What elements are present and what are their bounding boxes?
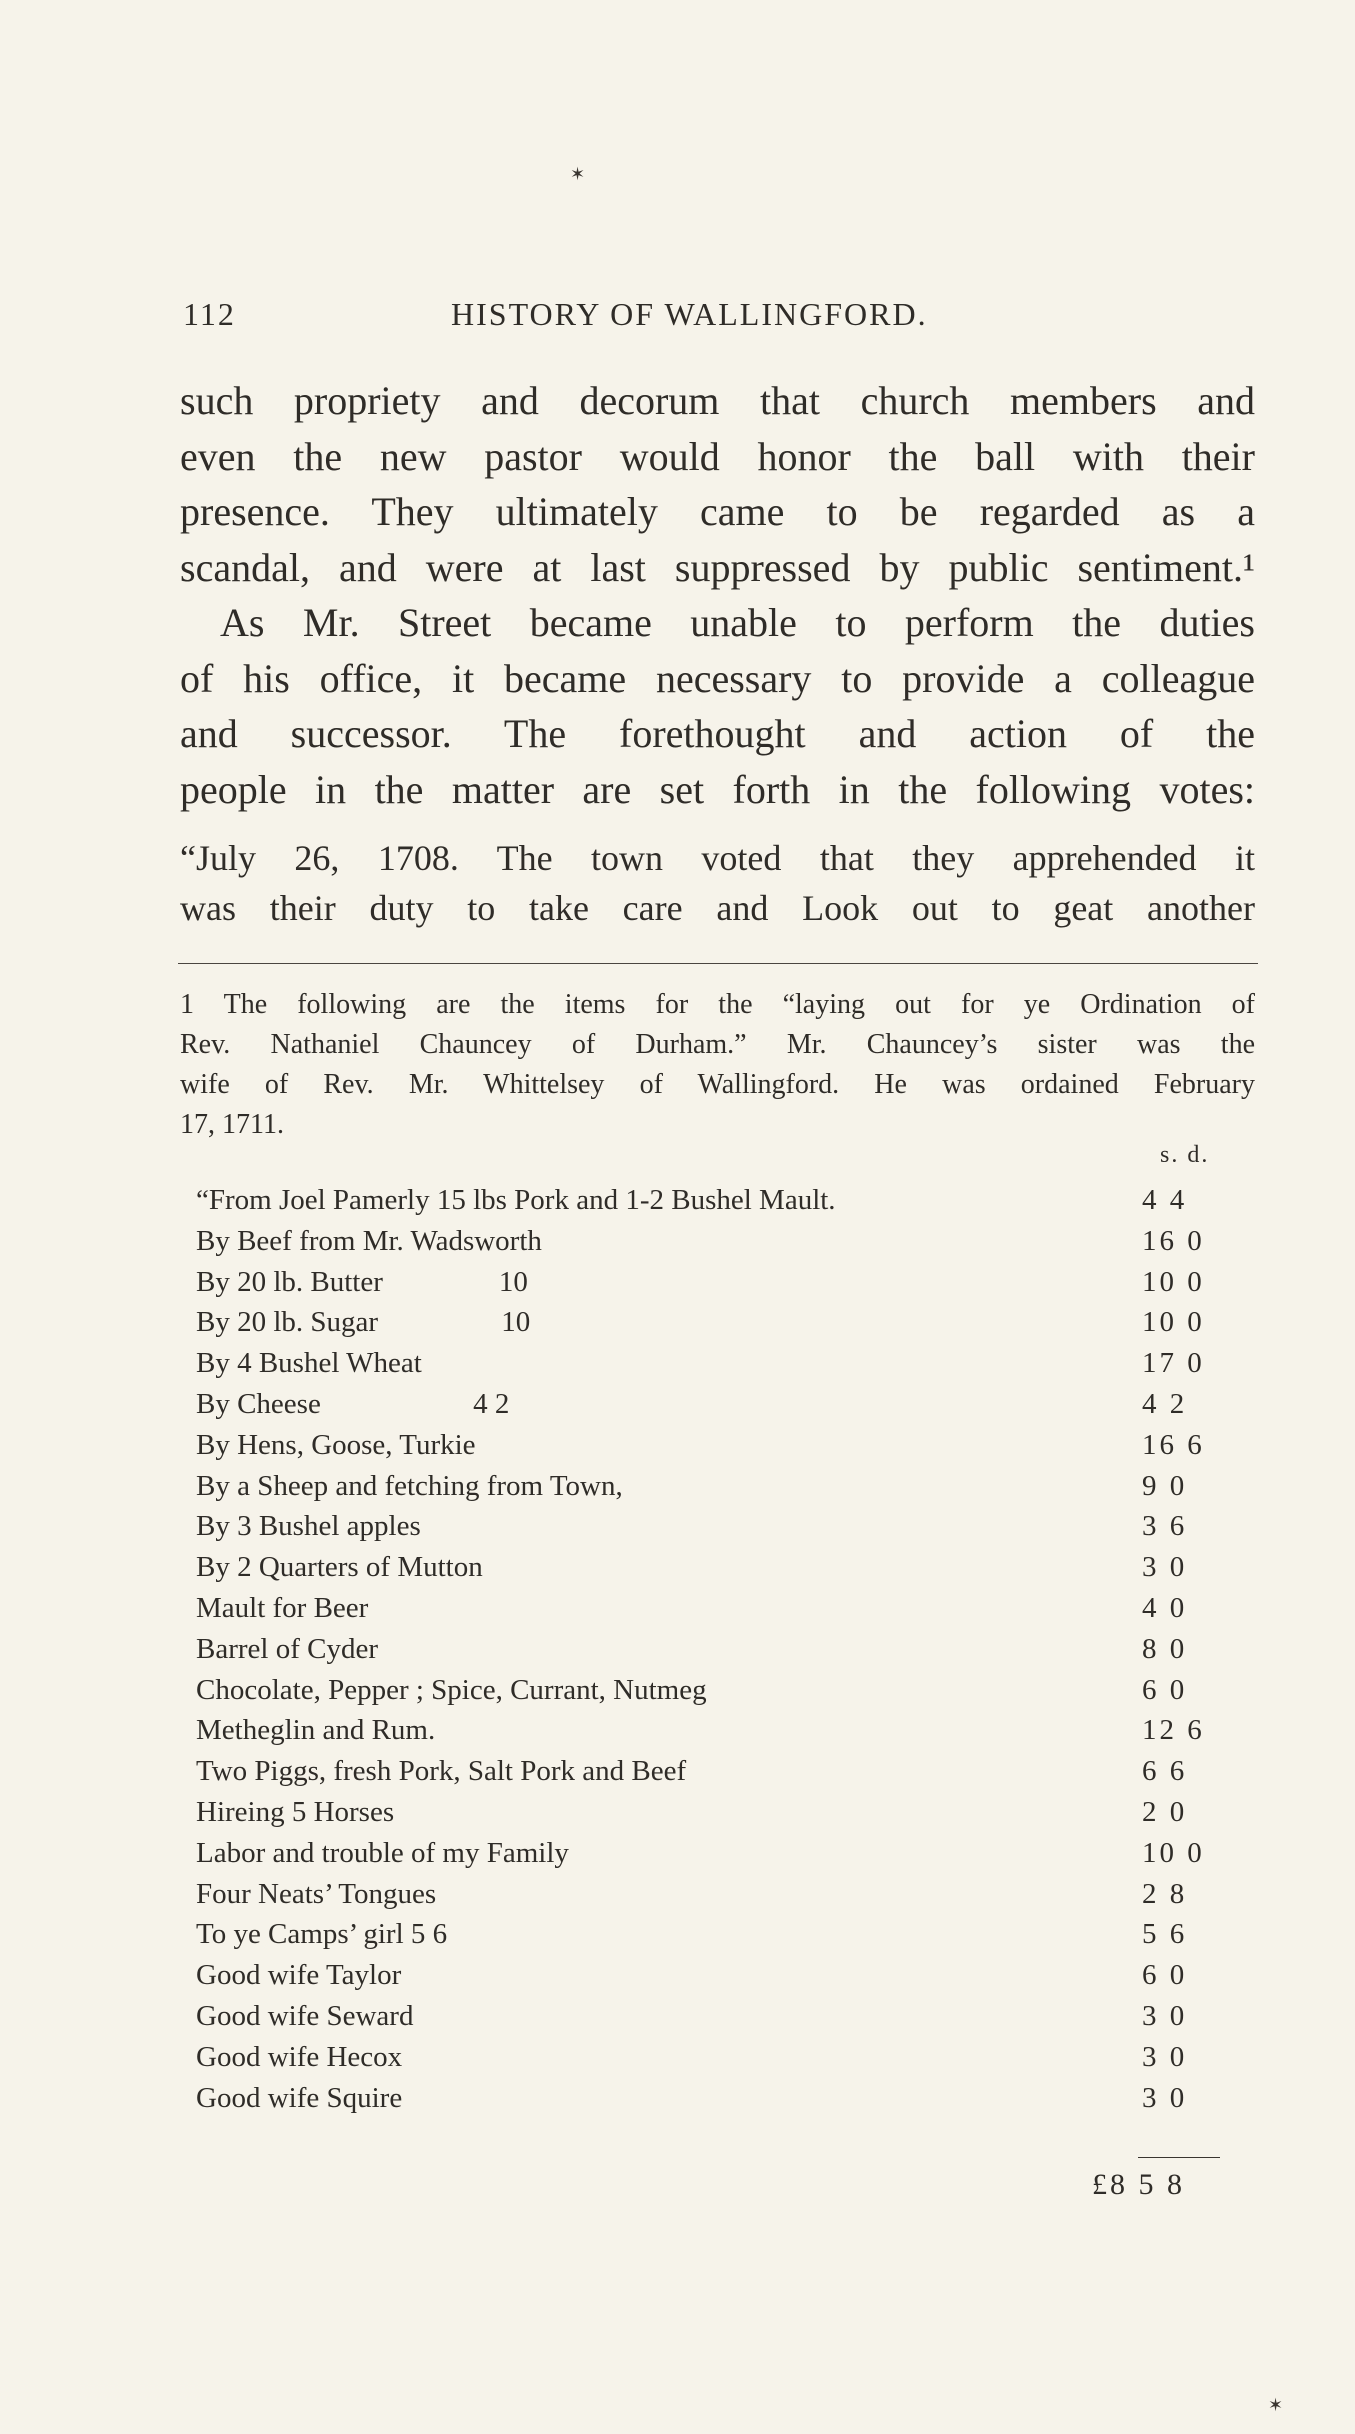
ledger-item: Hireing 5 Horses (196, 1795, 395, 1828)
ledger-item: Barrel of Cyder (196, 1632, 378, 1665)
ledger-row (196, 1751, 1226, 1792)
ledger-amount: 4 2 (1142, 1387, 1188, 1420)
ledger-row (196, 1547, 1226, 1588)
ledger-row (196, 1425, 1226, 1466)
ledger-item: Two Piggs, fresh Pork, Salt Pork and Beef (196, 1755, 687, 1788)
ledger-row (196, 1466, 1226, 1507)
ledger-item: To ye Camps’ girl 5 6 (196, 1918, 448, 1951)
ledger-amount: 3 6 (1142, 1510, 1188, 1543)
ledger-item: By 3 Bushel apples (196, 1510, 421, 1543)
ledger-item: “From Joel Pamerly 15 lbs Pork and 1-2 Bushel Mault. (196, 1184, 836, 1216)
running-title: HISTORY OF WALLINGFORD. (451, 296, 928, 332)
ledger-row (196, 1914, 1226, 1955)
footnote-line: Rev. Nathaniel Chauncey of Durham.” Mr. Chauncey’s sister was the (180, 1029, 1255, 1060)
quote-line: “July 26, 1708. The town voted that they apprehended it (180, 838, 1255, 878)
ledger-row (196, 1874, 1226, 1915)
ledger-amount: 5 6 (1142, 1918, 1188, 1951)
ledger-row (196, 1833, 1226, 1874)
ledger-item: Four Neats’ Tongues (196, 1877, 437, 1910)
ledger-row (196, 1588, 1226, 1629)
ledger-item: Mault for Beer (196, 1591, 369, 1624)
ledger-amount: 6 0 (1142, 1673, 1188, 1706)
body-line: such propriety and decorum that church members and (180, 378, 1255, 423)
ledger-amount: 10 0 (1142, 1306, 1205, 1339)
body-line: presence. They ultimately came to be regarded as a (180, 489, 1255, 534)
printer-mark: ✶ (1268, 2395, 1284, 2415)
ledger-row (196, 1506, 1226, 1547)
ledger-row (196, 1221, 1226, 1262)
printer-mark: ✶ (570, 164, 586, 184)
ledger-item: Labor and trouble of my Family (196, 1836, 569, 1869)
body-line: people in the matter are set forth in the following votes: (180, 766, 1255, 812)
ledger-row (196, 1996, 1226, 2037)
ledger-amount: 3 0 (1142, 2081, 1188, 2114)
ledger-amount: 6 6 (1142, 1755, 1188, 1788)
ledger-amount: 4 4 (1142, 1184, 1188, 1216)
ledger-amount: 3 0 (1142, 1551, 1188, 1584)
body-line: scandal, and were at last suppressed by public sentiment.¹ (180, 544, 1255, 590)
ledger-row (196, 1670, 1226, 1711)
ledger-item: Chocolate, Pepper ; Spice, Currant, Nutmeg (196, 1673, 707, 1706)
ledger-item: By 4 Bushel Wheat (196, 1347, 422, 1380)
ledger-item: By 20 lb. Butter 10 (196, 1265, 528, 1298)
ledger-row (196, 1955, 1226, 1996)
ledger-amount: 2 0 (1142, 1795, 1188, 1828)
town-vote-quote (180, 833, 1255, 933)
ledger-item: Good wife Hecox (196, 2040, 403, 2073)
ledger-item: By Beef from Mr. Wadsworth (196, 1224, 542, 1257)
ledger-amount: 16 6 (1142, 1428, 1205, 1461)
footnote-line: wife of Rev. Mr. Whittelsey of Wallingford. He was ordained February (180, 1069, 1255, 1100)
body-paragraphs (180, 373, 1255, 817)
ledger-sum-rule (1138, 2157, 1220, 2158)
ledger-amount: 10 0 (1142, 1265, 1205, 1298)
ledger-column-header: s. d. (1160, 1142, 1210, 1168)
footnote-line: 1 The following are the items for the “laying out for ye Ordination of (180, 989, 1255, 1020)
ledger-total: £8 5 8 (1092, 2168, 1185, 2201)
ordination-expense-ledger (196, 1180, 1226, 2118)
ledger-row (196, 1629, 1226, 1670)
ledger-item: By a Sheep and fetching from Town, (196, 1469, 623, 1502)
ledger-item: By 2 Quarters of Mutton (196, 1551, 483, 1584)
ledger-amount: 9 0 (1142, 1469, 1188, 1502)
ledger-row (196, 1180, 1226, 1221)
ledger-amount: 3 0 (1142, 1999, 1188, 2032)
ledger-item: Metheglin and Rum. (196, 1714, 436, 1747)
ledger-amount: 12 6 (1142, 1714, 1205, 1747)
ledger-item: Good wife Seward (196, 1999, 414, 2032)
ledger-amount: 6 0 (1142, 1959, 1188, 1992)
ledger-amount: 16 0 (1142, 1224, 1205, 1257)
ledger-row (196, 1710, 1226, 1751)
ledger-row (196, 1262, 1226, 1303)
ledger-row (196, 1302, 1226, 1343)
body-line: and successor. The forethought and action of the (180, 711, 1255, 756)
ledger-row (196, 1343, 1226, 1384)
ledger-row (196, 1384, 1226, 1425)
footnote (180, 985, 1255, 1145)
body-line: of his office, it became necessary to provide a colleague (180, 655, 1255, 701)
body-line: As Mr. Street became unable to perform the duties (180, 600, 1255, 645)
ledger-item: Good wife Taylor (196, 1959, 402, 1992)
footnote-line: 17, 1711. (180, 1109, 284, 1140)
ledger-row (196, 1792, 1226, 1833)
ledger-item: Good wife Squire (196, 2081, 403, 2114)
ledger-item: By Hens, Goose, Turkie (196, 1428, 476, 1461)
ledger-amount: 2 8 (1142, 1877, 1188, 1910)
body-line: even the new pastor would honor the ball with their (180, 433, 1255, 479)
ledger-amount: 8 0 (1142, 1632, 1188, 1665)
ledger-row (196, 2037, 1226, 2078)
ledger-item: By 20 lb. Sugar 10 (196, 1306, 531, 1339)
ledger-amount: 3 0 (1142, 2040, 1188, 2073)
ledger-amount: 17 0 (1142, 1347, 1205, 1380)
ledger-row (196, 2078, 1226, 2119)
page-number: 112 (183, 296, 236, 332)
quote-line: was their duty to take care and Look out to geat another (180, 888, 1255, 928)
ledger-item: By Cheese 4 2 (196, 1387, 510, 1420)
ledger-amount: 10 0 (1142, 1836, 1205, 1869)
ledger-amount: 4 0 (1142, 1591, 1188, 1624)
footnote-divider (178, 963, 1258, 964)
